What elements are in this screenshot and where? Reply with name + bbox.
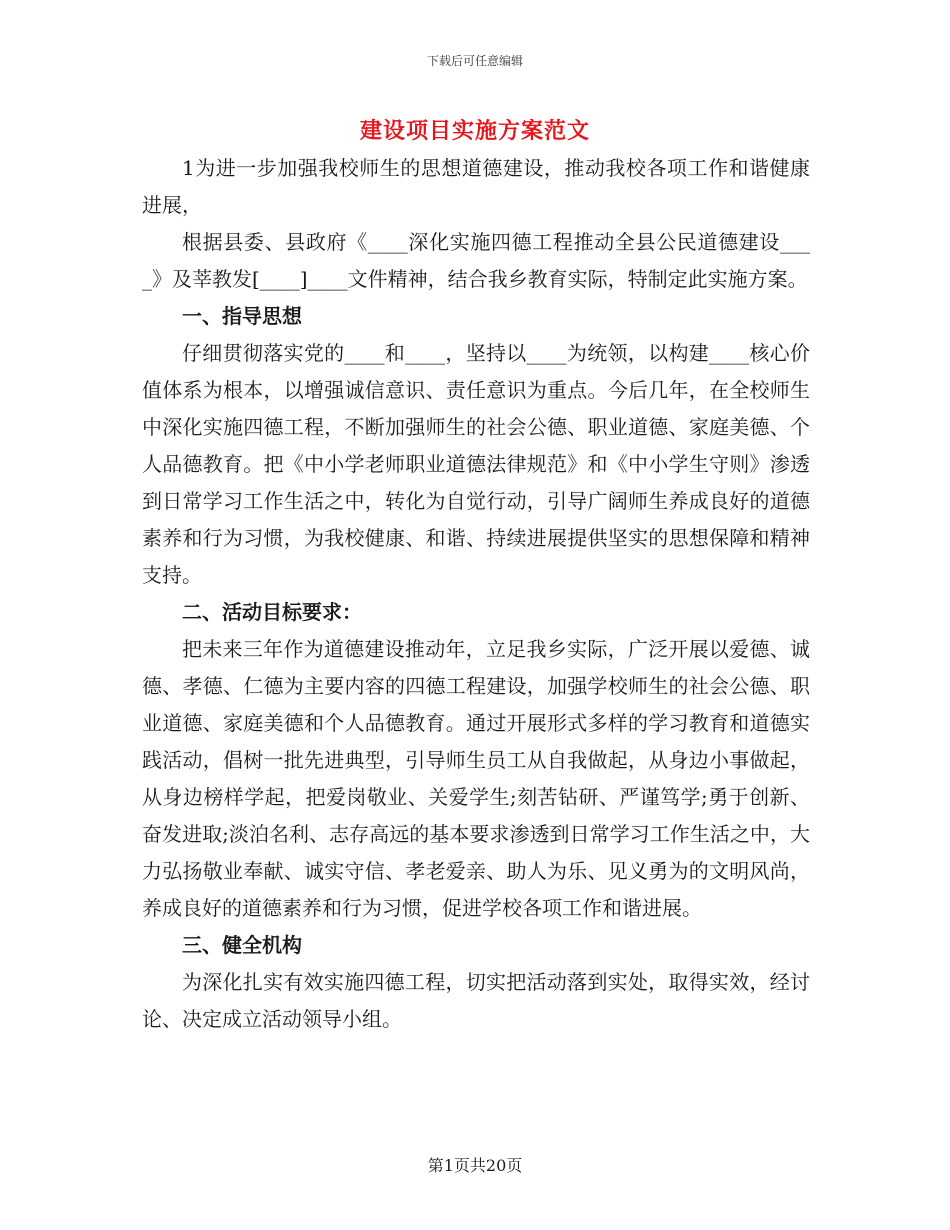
body-paragraph: 根据县委、县政府《____深化实施四德工程推动全县公民道德建设____》及莘教发[____]____文件精神，结合我乡教育实际，特制定此实施方案。 — [142, 230, 810, 291]
section-heading: 三、健全机构 — [182, 933, 302, 957]
header-note: 下载后可任意编辑 — [426, 54, 523, 68]
body-paragraph: 仔细贯彻落实党的____和____，坚持以____为统领，以构建____核心价值体系为根本，以增强诚信意识、责任意识为重点。今后几年，在全校师生中深化实施四德工程，不断加强师生的社会公德、职业道德、家庭美德、个人品德教育。把《中小学老师职业道德法律规范》和《中小学生守则》渗透到日常学习工作生活之中，转化为自觉行动，引导广阔师生养成良好的道德素养和行为习惯，为我校健康、和谐、持续进展提供坚实的思想保障和精神支持。 — [142, 341, 810, 587]
body-paragraph: 1为进一步加强我校师生的思想道德建设，推动我校各项工作和谐健康进展， — [142, 156, 810, 217]
page-number: 第1页共20页 — [427, 1156, 523, 1175]
section-heading: 一、指导思想 — [182, 304, 302, 328]
body-paragraph: 把未来三年作为道德建设推动年，立足我乡实际，广泛开展以爱德、诚德、孝德、仁德为主要内容的四德工程建设，加强学校师生的社会公德、职业道德、家庭美德和个人品德教育。通过开展形式多样的学习教育和道德实践活动，倡树一批先进典型，引导师生员工从自我做起，从身边小事做起，从身边榜样学起，把爱岗敬业、关爱学生;刻苦钻研、严谨笃学;勇于创新、奋发进取;淡泊名利、志存高远的基本要求渗透到日常学习工作生活之中，大力弘扬敬业奉献、诚实守信、孝老爱亲、助人为乐、见义勇为的文明风尚，养成良好的道德素养和行为习惯，促进学校各项工作和谐进展。 — [142, 637, 810, 920]
section-heading: 二、活动目标要求： — [182, 600, 362, 624]
document-body — [142, 150, 810, 1038]
document-title: 建设项目实施方案范文 — [359, 119, 590, 144]
body-paragraph: 为深化扎实有效实施四德工程，切实把活动落到实处，取得实效，经讨论、决定成立活动领导小组。 — [142, 970, 810, 1031]
